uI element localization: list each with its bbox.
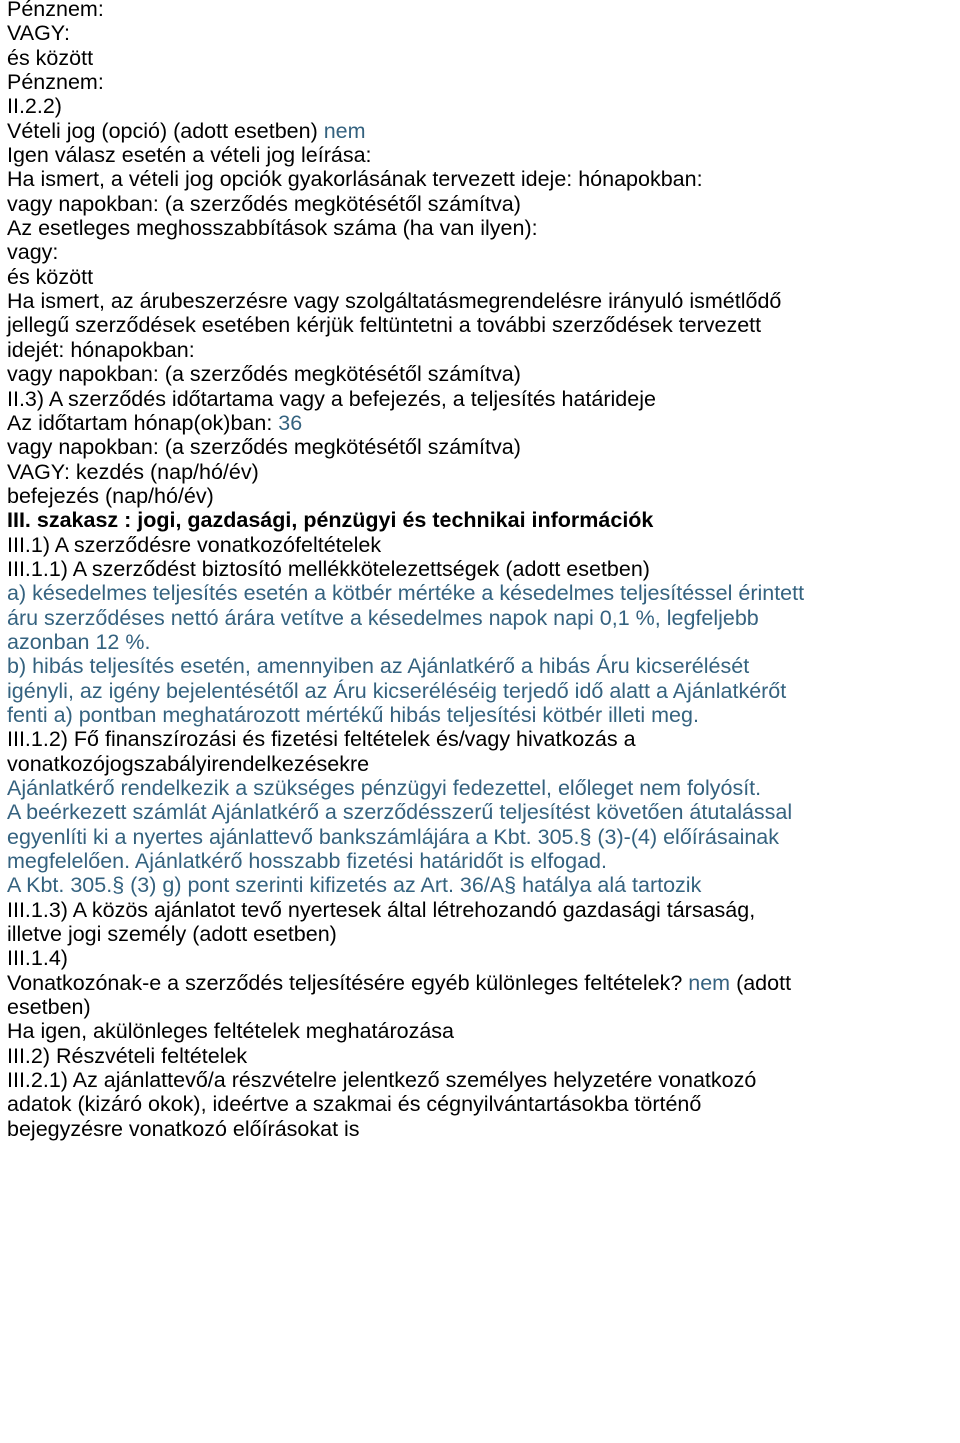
filled-value-text: fenti a) pontban meghatározott mértékű hibás teljesítési kötbér illeti meg.	[7, 702, 699, 727]
line-text: Vonatkozónak-e a szerződés teljesítésére egyéb különleges feltételek?	[7, 970, 689, 995]
line-text: III.1.2) Fő finanszírozási és fizetési feltételek és/vagy hivatkozás a	[7, 727, 636, 752]
filled-value-text: nem	[688, 970, 731, 995]
filled-value-text: b) hibás teljesítés esetén, amennyiben az Ajánlatkérő a hibás Áru kicserélését	[7, 654, 750, 679]
line-text: III.1.1) A szerződést biztosító mellékkötelezettségek (adott esetben)	[7, 556, 650, 581]
line-text: (adott	[730, 970, 792, 995]
filled-value-text: Ajánlatkérő rendelkezik a szükséges pénzügyi fedezettel, előleget nem folyósít.	[7, 776, 762, 800]
document-body	[7, 0, 960, 1144]
line-text: Pénznem:	[7, 0, 104, 21]
line-text: Ha igen, akülönleges feltételek meghatározása	[7, 1019, 455, 1044]
line-text: II.2.2)	[7, 94, 62, 119]
filled-value-text: a) késedelmes teljesítés esetén a kötbér mértéke a késedelmes teljesítéssel érintett	[7, 581, 805, 606]
line-text: jellegű szerződések esetében kérjük feltüntetni a további szerződések tervezett	[7, 313, 762, 338]
filled-value-text: egyenlíti ki a nyertes ajánlattevő bankszámlájára a Kbt. 305.§ (3)-(4) előírásainak	[7, 824, 780, 849]
filled-value-text: nem	[323, 118, 366, 143]
section-heading-text: III. szakasz : jogi, gazdasági, pénzügyi és technikai információk	[7, 508, 654, 533]
line-text: és között	[7, 264, 94, 289]
line-text: vagy napokban: (a szerződés megkötésétől számítva)	[7, 362, 521, 387]
line-text: III.2) Részvételi feltételek	[7, 1043, 248, 1068]
line-text: VAGY:	[7, 21, 70, 46]
line-text: III.1) A szerződésre vonatkozófeltételek	[7, 532, 382, 557]
line-text: idejét: hónapokban:	[7, 337, 195, 362]
filled-value-text: igényli, az igény bejelentésétől az Áru kicseréléséig terjedő idő alatt a Ajánlatkérőt	[7, 678, 787, 703]
filled-value-text: megfelelően. Ajánlatkérő hosszabb fizetési határidőt is elfogad.	[7, 849, 607, 874]
line-text: vagy:	[7, 240, 59, 265]
line-text: vonatkozójogszabályirendelkezésekre	[7, 751, 370, 776]
line-text: vagy napokban: (a szerződés megkötésétől számítva)	[7, 191, 521, 216]
line-text: III.2.1) Az ajánlattevő/a részvételre jelentkező személyes helyzetére vonatkozó	[7, 1068, 757, 1093]
line-text: bejegyzésre vonatkozó előírásokat is	[7, 1116, 360, 1141]
line-text: Ha ismert, a vételi jog opciók gyakorlásának tervezett ideje: hónapokban:	[7, 167, 703, 192]
line-text: Az esetleges meghosszabbítások száma (ha van ilyen):	[7, 216, 538, 241]
line-text: adatok (kizáró okok), ideértve a szakmai és cégnyilvántartásokba történő	[7, 1092, 702, 1117]
line-text: Vételi jog (opció) (adott esetben)	[7, 118, 324, 143]
line-text: Igen válasz esetén a vételi jog leírása:	[7, 143, 372, 168]
line-text: illetve jogi személy (adott esetben)	[7, 922, 337, 947]
filled-value-text: A Kbt. 305.§ (3) g) pont szerinti kifizetés az Art. 36/A§ hatálya alá tartozik	[7, 873, 702, 898]
filled-value-text: azonban 12 %.	[7, 629, 151, 654]
line-text: vagy napokban: (a szerződés megkötésétől számítva)	[7, 435, 521, 460]
line-text: Pénznem:	[7, 70, 104, 95]
line-text: III.1.4)	[7, 946, 68, 971]
line-text: VAGY: kezdés (nap/hó/év)	[7, 459, 259, 484]
line-text: III.1.3) A közös ajánlatot tevő nyertesek által létrehozandó gazdasági társaság,	[7, 897, 756, 922]
filled-value-text: 36	[278, 410, 303, 435]
line-text: esetben)	[7, 995, 91, 1020]
filled-value-text: A beérkezett számlát Ajánlatkérő a szerződésszerű teljesítést követően átutalással	[7, 800, 793, 825]
line-text: Az időtartam hónap(ok)ban:	[7, 410, 279, 435]
line-text: befejezés (nap/hó/év)	[7, 483, 214, 508]
line-text: Ha ismert, az árubeszerzésre vagy szolgáltatásmegrendelésre irányuló ismétlődő	[7, 289, 782, 314]
filled-value-text: áru szerződéses nettó árára vetítve a késedelmes napok napi 0,1 %, legfeljebb	[7, 605, 759, 630]
line-text: II.3) A szerződés időtartama vagy a befejezés, a teljesítés határideje	[7, 386, 656, 411]
line-text: és között	[7, 45, 94, 70]
